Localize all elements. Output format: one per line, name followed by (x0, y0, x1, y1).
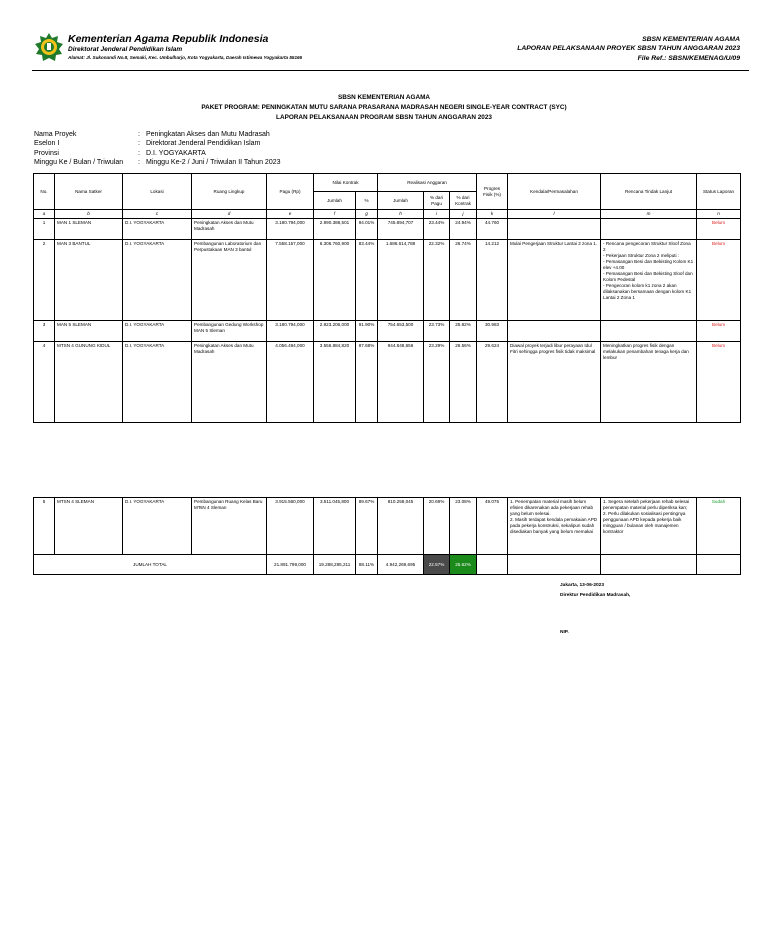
cell-no: 1 (34, 219, 55, 240)
cell-ruang: Pembangunan Ruang Kelas Baru MTsN 4 Sleman (192, 498, 267, 555)
cell-persen: 83.44% (356, 240, 378, 321)
cell-kendala (508, 321, 601, 342)
cell-satker: MAN 3 BANTUL (55, 240, 123, 321)
col-kontrak-persen: % (356, 192, 378, 210)
cell-dari-kontrak: 23.08% (450, 498, 477, 555)
header-right-line2: LAPORAN PELAKSANAAN PROYEK SBSN TAHUN ANGGARAN 2023 (517, 45, 740, 52)
table-row (34, 240, 741, 321)
table-row (34, 219, 741, 240)
cell-persen: 87.68% (356, 342, 378, 423)
signature-position: Direktur Pendidikan Madrasah, (560, 593, 631, 598)
col-letter: j (450, 210, 477, 219)
cell-dari-kontrak: 25.82% (450, 321, 477, 342)
cell-ruang: Pembangunan Gedung Workshop MAN 5 Sleman (192, 321, 267, 342)
report-title-line3: LAPORAN PELAKSANAAN PROGRAM SBSN TAHUN ANGGARAN 2023 (276, 114, 492, 121)
cell-kendala: 1. Penempatan material masih belum efisien dikarenakan ada pekerjaan rehab yang belum selesai. 2. Masih terdapat kendala pemakaian APD pada pekerja konstruksi, sekalipun sudah disediakan banyak yang belum memakai (508, 498, 601, 555)
col-satker: Nama Satker (55, 174, 123, 210)
report-title-line1: SBSN KEMENTERIAN AGAMA (337, 94, 431, 101)
ministry-logo (34, 32, 64, 62)
cell-kendala: Mulai Pengerjaan Struktur Lantai 2 zona 1. (508, 240, 601, 321)
column-letter-row (34, 210, 741, 219)
info-label: Eselon I (34, 140, 60, 148)
cell-realisasi: 810.258,045 (378, 498, 424, 555)
cell-dari-pagu: 23.44% (424, 219, 450, 240)
cell-jumlah: 3.511.045,800 (314, 498, 356, 555)
header-divider (32, 70, 749, 71)
col-nilai-kontrak: Nilai Kontrak (314, 174, 378, 192)
col-dari-pagu: % dari Pagu (424, 192, 450, 210)
status-badge: Belum (697, 240, 741, 321)
cell-dari-pagu: 22.32% (424, 240, 450, 321)
total-realisasi: 4.942,269,695 (378, 555, 424, 575)
info-row: Minggu Ke / Bulan / Triwulan : Minggu Ke-2 / Juni / Triwulan II Tahun 2023 (34, 158, 281, 166)
total-empty (477, 555, 508, 575)
header-right-line3: File Ref.: SBSN/KEMENAG/U/09 (637, 55, 740, 62)
cell-satker: MTSN 4 SLEMAN (55, 498, 123, 555)
table-row (34, 498, 741, 555)
col-dari-kontrak: % dari Kontrak (450, 192, 477, 210)
col-letter: l (508, 210, 601, 219)
info-label: Minggu Ke / Bulan / Triwulan (34, 158, 124, 166)
col-letter: h (378, 210, 424, 219)
info-label: Provinsi (34, 149, 59, 157)
col-no: No. (34, 174, 55, 210)
cell-ruang: Pembangunan Laboratorium dan Perpustakaan MAN 3 bantul (192, 240, 267, 321)
cell-realisasi: 944.848,656 (378, 342, 424, 423)
col-letter: f (314, 210, 356, 219)
col-letter: g (356, 210, 378, 219)
cell-rencana (601, 219, 697, 240)
total-dari-pagu: 22.57% (424, 555, 450, 575)
cell-jumlah: 2.990.388,501 (314, 219, 356, 240)
cell-realisasi: 754.653,500 (378, 321, 424, 342)
report-table (33, 173, 741, 423)
col-realisasi-jumlah: Jumlah (378, 192, 424, 210)
col-letter: e (267, 210, 314, 219)
total-jumlah: 19.288,285,211 (314, 555, 356, 575)
cell-lokasi: D.I. YOGYAKARTA (123, 219, 192, 240)
col-progres: Progres Fisik (%) (477, 174, 508, 210)
cell-lokasi: D.I. YOGYAKARTA (123, 342, 192, 423)
col-letter: d (192, 210, 267, 219)
table-row (34, 342, 741, 423)
cell-pagu: 3.180.794,000 (267, 321, 314, 342)
cell-realisasi: 1.686.614,788 (378, 240, 424, 321)
col-ruang-lingkup: Ruang Lingkup (192, 174, 267, 210)
info-row: Nama Proyek : Peningkatan Akses dan Mutu Madrasah (34, 131, 270, 138)
cell-lokasi: D.I. YOGYAKARTA (123, 321, 192, 342)
cell-dari-pagu: 23.29% (424, 342, 450, 423)
ministry-name: Kementerian Agama Republik Indonesia (68, 33, 269, 45)
cell-dari-kontrak: 26.74% (450, 240, 477, 321)
directorate-name: Direktorat Jenderal Pendidikan Islam (68, 46, 183, 53)
cell-satker: MAN 5 SLEMAN (55, 321, 123, 342)
cell-progres: 29.624 (477, 342, 508, 423)
cell-dari-pagu: 20.69% (424, 498, 450, 555)
total-empty (697, 555, 741, 575)
report-title-line2: PAKET PROGRAM: PENINGKATAN MUTU SARANA PRASARANA MADRASAH NEGERI SINGLE-YEAR CONTRACT (SYC) (201, 104, 567, 111)
col-letter: k (477, 210, 508, 219)
cell-persen: 89.67% (356, 498, 378, 555)
cell-jumlah: 3.556.884,820 (314, 342, 356, 423)
col-rencana: Rencana Tindak Lanjut (601, 174, 697, 210)
info-label: Nama Proyek (34, 131, 77, 138)
col-realisasi: Realisasi Anggaran (378, 174, 477, 192)
col-letter: n (697, 210, 741, 219)
cell-progres: 49.075 (477, 498, 508, 555)
cell-persen: 91.90% (356, 321, 378, 342)
cell-progres: 14.212 (477, 240, 508, 321)
total-pagu: 21.891.799,000 (267, 555, 314, 575)
status-badge: Sudah (697, 498, 741, 555)
info-value: Peningkatan Akses dan Mutu Madrasah (146, 131, 270, 138)
col-letter: m (601, 210, 697, 219)
cell-pagu: 3.180.794,000 (267, 219, 314, 240)
cell-jumlah: 6.306.760,900 (314, 240, 356, 321)
col-kontrak-jumlah: Jumlah (314, 192, 356, 210)
col-letter: c (123, 210, 192, 219)
status-badge: Belum (697, 342, 741, 423)
total-persen: 88.11% (356, 555, 378, 575)
cell-realisasi: 745.894,707 (378, 219, 424, 240)
project-info (34, 130, 281, 167)
cell-progres: 30.983 (477, 321, 508, 342)
total-empty (508, 555, 601, 575)
cell-jumlah: 2.923.206,000 (314, 321, 356, 342)
signature-place-date: Jakarta, 13-06-2023 (560, 583, 605, 588)
info-value: D.I. YOGYAKARTA (146, 149, 206, 157)
status-badge: Belum (697, 321, 741, 342)
cell-rencana (601, 321, 697, 342)
cell-kendala (508, 219, 601, 240)
cell-lokasi: D.I. YOGYAKARTA (123, 240, 192, 321)
cell-no: 5 (34, 498, 55, 555)
col-status: Status Laporan (697, 174, 741, 210)
status-badge: Belum (697, 219, 741, 240)
col-letter: b (55, 210, 123, 219)
cell-lokasi: D.I. YOGYAKARTA (123, 498, 192, 555)
info-value: Direktorat Jenderal Pendidikan Islam (146, 140, 261, 148)
cell-no: 4 (34, 342, 55, 423)
header-right-line1: SBSN KEMENTERIAN AGAMA (642, 36, 740, 43)
cell-persen: 94.01% (356, 219, 378, 240)
cell-rencana: - Rencana pengecoran Struktur Sloof Zona 2 - Pekerjaan Struktur Zona 2 meliputi : - Pemasangan Besi dan Bekisting Kolom K1 elev +4.00 - Pemasangan Besi dan Bekisting Sloof dan Kolom Pedestal - Pengecoran kolom k1 zona 2 akan dilaksanakan bersamaan dengan kolom K1 Lantai 2 Zona 1 (601, 240, 697, 321)
total-dari-kontrak: 25.62% (450, 555, 477, 575)
cell-pagu: 7.558.157,000 (267, 240, 314, 321)
cell-ruang: Peningkatan Akses dan Mutu Madrasah (192, 219, 267, 240)
cell-no: 2 (34, 240, 55, 321)
total-label: JUMLAH TOTAL (34, 555, 267, 575)
cell-dari-pagu: 23.73% (424, 321, 450, 342)
cell-progres: 44.760 (477, 219, 508, 240)
info-value: Minggu Ke-2 / Juni / Triwulan II Tahun 2023 (146, 158, 281, 166)
col-pagu: Pagu (Rp) (267, 174, 314, 210)
info-row: Provinsi : D.I. YOGYAKARTA (34, 149, 206, 157)
info-row: Eselon I : Direktorat Jenderal Pendidikan Islam (34, 140, 261, 148)
cell-dari-kontrak: 26.56% (450, 342, 477, 423)
cell-rencana: Meningkatkan progres fisik dengan melakukan penambahan tenaga kerja dan lembur (601, 342, 697, 423)
cell-pagu: 3.915.560,000 (267, 498, 314, 555)
cell-no: 3 (34, 321, 55, 342)
col-kendala: Kendala/Permasalahan (508, 174, 601, 210)
cell-satker: MTSN 4 GUNUNG KIDUL (55, 342, 123, 423)
col-letter: i (424, 210, 450, 219)
cell-dari-kontrak: 24.94% (450, 219, 477, 240)
total-empty (601, 555, 697, 575)
ministry-address: Alamat: Jl. Sukonandi No.8, Semaki, Kec. Umbulharjo, Kota Yogyakarta, Daerah Istimewa Yogyakarta 55166 (68, 55, 303, 60)
total-row (34, 555, 741, 575)
cell-ruang: Peningkatan Akses dan Mutu Madrasah (192, 342, 267, 423)
signature-nip: NIP. (560, 630, 569, 635)
col-letter: a (34, 210, 55, 219)
col-lokasi: Lokasi (123, 174, 192, 210)
report-table-continued (33, 497, 741, 575)
table-row (34, 321, 741, 342)
cell-satker: MAN 1 SLEMAN (55, 219, 123, 240)
cell-pagu: 4.056.494,000 (267, 342, 314, 423)
cell-kendala: Diawal proyek terjadi libur perayaan Idul Fitri sehingga progres fisik tidak maksimal (508, 342, 601, 423)
cell-rencana: 1. Segera setelah pekerjaan rehab selesai penempatan material perlu diperiksa kan; 2. Perlu dilakukan sosialisasi pentingnya penggunaan APD kepada pekerja baik mingguan / bulanan oleh manajemen kontraktor (601, 498, 697, 555)
